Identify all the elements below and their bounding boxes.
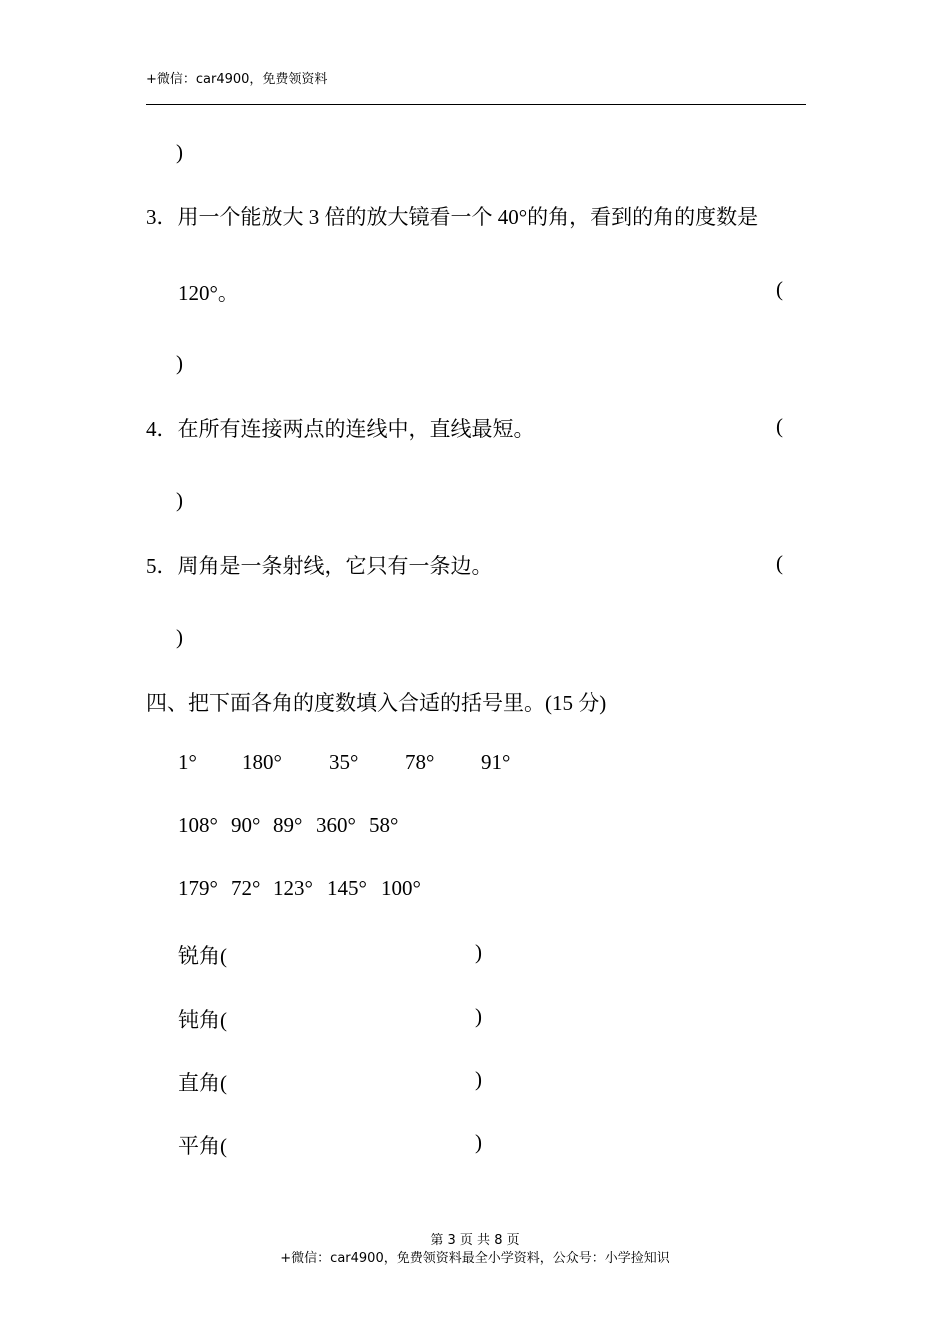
degree-value: 179° — [178, 876, 218, 900]
degree-value: 1° — [178, 750, 197, 774]
obtuse-angle-close: ) — [475, 1004, 482, 1028]
degree-value: 108° — [178, 813, 218, 837]
right-angle-close: ) — [475, 1067, 482, 1091]
question-4: 4．在所有连接两点的连线中，直线最短。 — [146, 417, 535, 441]
question-5: 5．周角是一条射线，它只有一条边。 — [146, 554, 493, 578]
degree-value: 58° — [369, 813, 399, 837]
acute-angle-close: ) — [475, 940, 482, 964]
question-4-answer-close: ) — [176, 488, 183, 512]
right-angle-label: 直角( — [178, 1071, 227, 1095]
degree-value: 90° — [231, 813, 261, 837]
degree-value: 180° — [242, 750, 282, 774]
degree-value: 89° — [273, 813, 303, 837]
degree-value: 78° — [405, 750, 435, 774]
obtuse-angle-label: 钝角( — [178, 1008, 227, 1032]
footer-note: +微信：car4900，免费领资料最全小学资料，公众号：小学捡知识 — [280, 1251, 670, 1266]
section-4-title: 四、把下面各角的度数填入合适的括号里。(15 分) — [146, 691, 607, 715]
question-3-answer-open: ( — [776, 277, 783, 301]
header-divider — [146, 104, 806, 105]
acute-angle-label: 锐角( — [178, 944, 227, 968]
question-5-answer-close: ) — [176, 625, 183, 649]
question-4-answer-open: ( — [776, 414, 783, 438]
straight-angle-close: ) — [475, 1130, 482, 1154]
question-5-answer-open: ( — [776, 551, 783, 575]
question-3-line-1: 3．用一个能放大 3 倍的放大镜看一个 40°的角，看到的角的度数是 — [146, 205, 759, 229]
degree-value: 123° — [273, 876, 313, 900]
degree-value: 72° — [231, 876, 261, 900]
question-3-answer-close: ) — [176, 351, 183, 375]
question-3-line-2: 120°。 — [178, 281, 239, 305]
straight-angle-label: 平角( — [178, 1134, 227, 1158]
degree-value: 360° — [316, 813, 356, 837]
degree-value: 100° — [381, 876, 421, 900]
page-number: 第 3 页 共 8 页 — [430, 1233, 520, 1248]
close-paren-prev: ) — [176, 140, 183, 164]
degree-value: 91° — [481, 750, 511, 774]
header-text: +微信：car4900，免费领资料 — [146, 72, 328, 87]
degree-value: 145° — [327, 876, 367, 900]
degree-value: 35° — [329, 750, 359, 774]
